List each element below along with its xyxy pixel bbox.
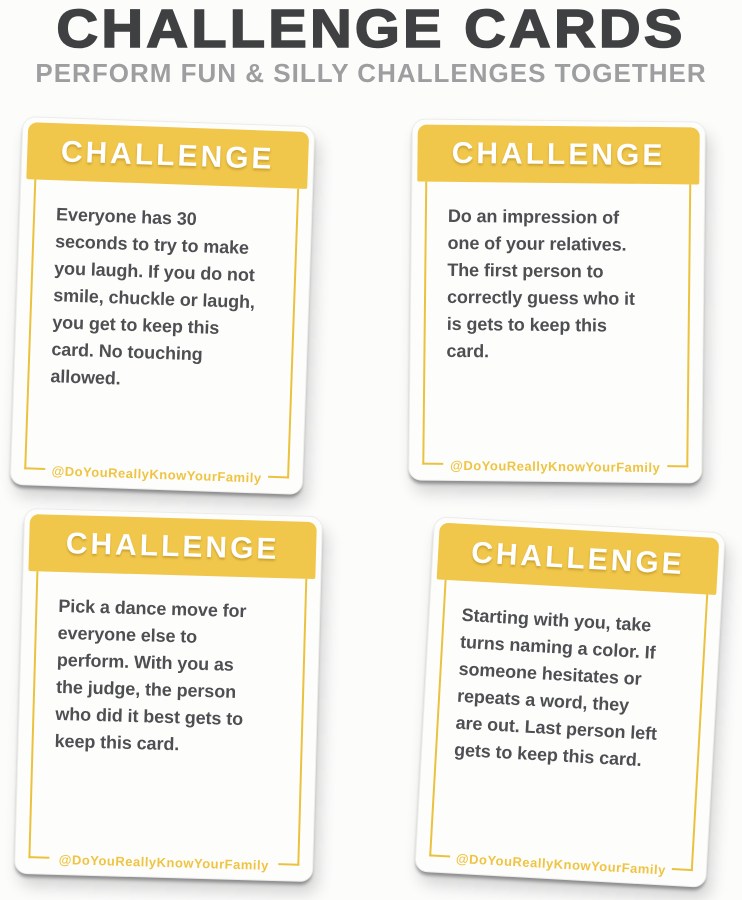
card-body-text: Pick a dance move for everyone else to perform. With you as the judge, the person who did it best gets to keep this card. [54, 595, 247, 755]
card-header-banner [26, 122, 309, 189]
card-body-text: Do an impression of one of your relatives. The first person to correctly guess who it is gets to keep this card. [446, 205, 635, 362]
challenge-card-4 [414, 516, 725, 888]
card-body-text: Starting with you, take turns naming a color. If someone hesitates or repeats a word, they are out. Last person left gets to keep this card. [453, 604, 658, 771]
challenge-card-3 [14, 508, 323, 882]
card-footer-handle: @DoYouReallyKnowYourFamily [455, 850, 667, 878]
page-title: CHALLENGE CARDS [56, 0, 686, 59]
card-header-label: CHALLENGE [451, 136, 666, 172]
page-subtitle: PERFORM FUN & SILLY CHALLENGES TOGETHER [35, 58, 707, 88]
card-header-banner [28, 514, 316, 579]
card-body-text: Everyone has 30 seconds to try to make you laugh. If you do not smile, chuckle or laugh, you get to keep this card. No touching allowed. [50, 204, 256, 389]
card-footer-handle: @DoYouReallyKnowYourFamily [450, 457, 661, 476]
card-header-label: CHALLENGE [60, 134, 276, 176]
challenge-card-1 [10, 116, 316, 495]
card-footer-handle: @DoYouReallyKnowYourFamily [58, 852, 270, 873]
challenge-card-2 [408, 118, 706, 483]
card-footer-handle: @DoYouReallyKnowYourFamily [51, 463, 262, 486]
card-header-banner [417, 125, 700, 185]
card-header-label: CHALLENGE [470, 535, 686, 581]
card-header-label: CHALLENGE [65, 526, 280, 566]
